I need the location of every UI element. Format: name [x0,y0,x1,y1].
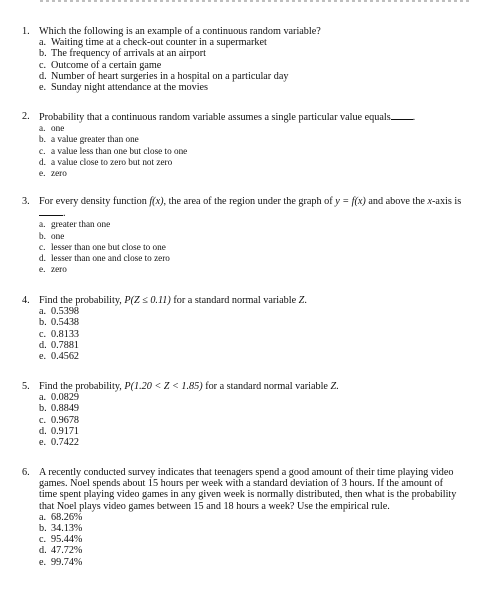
option-letter: a. [39,123,46,134]
option-text: 95.44% [51,534,83,546]
option-text: a value close to zero but not zero [51,156,173,167]
option-letter: c. [39,59,47,71]
option-text: 0.9678 [51,414,80,426]
answer-options [22,392,462,448]
question-3 [22,196,462,275]
option-d [22,426,462,437]
option-text: one [51,230,65,241]
option-c [22,329,462,340]
question-number: 2. [22,111,30,122]
option-text: Waiting time at a check-out counter in a supermarket [51,37,267,49]
question-text [39,295,462,306]
question-text-part: , the area of the region under the graph of [163,196,336,207]
option-letter: b. [39,134,46,145]
option-b [22,403,462,414]
option-a [22,219,462,230]
option-letter: a. [39,392,47,404]
option-letter: c. [39,534,47,546]
option-letter: d. [39,70,47,82]
option-text: Sunday night attendance at the movies [51,82,209,94]
question-text-part: Find the probability, [39,295,125,306]
question-text-part: . [336,381,339,392]
question-4 [22,295,462,362]
option-text: lesser than one and close to zero [51,253,170,264]
answer-options [22,123,462,179]
math-expression: P(Z ≤ 0.11) [124,295,171,306]
question-text-part: . [412,112,416,123]
answer-options [22,512,462,568]
option-c [22,60,462,71]
option-text: 47.72% [51,545,83,557]
option-text: Outcome of a certain game [51,59,162,71]
option-a [22,392,462,403]
option-a [22,512,462,523]
option-text: 0.5438 [51,317,80,329]
math-expression: y = f(x) [335,196,366,207]
question-4-stem [22,295,462,306]
option-d [22,71,462,82]
option-text: 0.7422 [51,437,80,449]
question-2 [22,111,462,179]
question-text-part: -axis is [432,196,462,207]
option-text: lesser than one but close to one [51,241,166,252]
answer-options [22,306,462,362]
option-a [22,37,462,48]
option-letter: d. [39,156,46,167]
option-text: one [51,123,65,134]
option-letter: c. [39,414,47,426]
question-5-stem [22,381,462,392]
option-letter: d. [39,545,47,557]
option-letter: e. [39,264,46,275]
question-number: 3. [22,196,30,207]
option-b [22,317,462,328]
option-letter: d. [39,253,46,264]
option-c [22,534,462,545]
option-a [22,306,462,317]
math-expression: f(x) [149,196,164,207]
option-letter: e. [39,82,47,94]
option-c [22,242,462,253]
option-d [22,157,462,168]
question-number: 4. [22,295,30,306]
option-text: greater than one [51,219,111,230]
option-letter: d. [39,425,47,437]
question-1-stem [22,26,462,37]
option-text: 0.0829 [51,392,80,404]
option-e [22,437,462,448]
math-variable: x [427,196,433,207]
option-letter: e. [39,556,47,568]
question-text-part: and above the [365,196,428,207]
option-text: zero [51,264,67,275]
option-c [22,146,462,157]
question-text: A recently conducted survey indicates that teenagers spend a good amount of their time playing video games. Noel spends about 15 hours per week with a standard deviation of 3 hours. If the amount of time spent playing video games in any given week is normally distributed, then what is the probability that Noel plays video games between 15 and 18 hours a week? Use the empirical rule. [39,467,457,512]
option-e [22,82,462,93]
option-d [22,545,462,556]
question-6 [22,467,462,568]
option-text: a value less than one but close to one [51,145,188,156]
option-letter: a. [39,37,47,49]
option-c [22,415,462,426]
question-2-stem [22,111,462,123]
question-text [39,111,462,123]
option-text: 34.13% [51,523,83,535]
option-letter: b. [39,317,47,329]
question-1 [22,26,462,93]
answer-blank [39,207,63,216]
option-letter: b. [39,523,47,535]
option-e [22,557,462,568]
option-text: zero [51,168,67,179]
answer-blank [391,111,413,120]
option-text: 0.8849 [51,403,80,415]
cut-off-previous-text [40,0,470,2]
option-b [22,48,462,59]
option-letter: a. [39,219,46,230]
answer-options [22,37,462,93]
option-letter: e. [39,437,47,449]
option-letter: c. [39,328,47,340]
option-letter: d. [39,339,47,351]
option-text: a value greater than one [51,134,139,145]
question-text-part: . [63,208,66,220]
option-d [22,340,462,351]
option-b [22,523,462,534]
option-text: 68.26% [51,511,83,523]
option-e [22,351,462,362]
option-text: 99.74% [51,556,83,568]
answer-options [22,219,462,275]
question-text-part: Probability that a continuous random variable assumes a single particular value equals [39,112,391,123]
option-letter: c. [39,145,46,156]
question-text-part: For every density function [39,196,150,207]
option-letter: a. [39,306,47,318]
option-b [22,231,462,242]
question-number: 1. [22,26,30,37]
option-text: The frequency of arrivals at an airport [51,48,207,60]
option-text: Number of heart surgeries in a hospital on a particular day [51,70,289,82]
math-expression: P(1.20 < Z < 1.85) [124,381,203,392]
option-letter: a. [39,511,47,523]
question-text-part: for a standard normal variable [202,381,331,392]
option-a [22,123,462,134]
question-text [39,196,462,219]
question-text: Which the following is an example of a continuous random variable? [39,26,321,37]
question-5 [22,381,462,448]
option-letter: e. [39,351,47,363]
page-top-edge [0,0,500,6]
option-text: 0.7881 [51,339,80,351]
option-b [22,134,462,145]
option-text: 0.4562 [51,351,80,363]
option-e [22,264,462,275]
math-variable: Z [330,381,337,392]
option-text: 0.9171 [51,425,80,437]
option-d [22,253,462,264]
option-text: 0.5398 [51,306,80,318]
question-number: 5. [22,381,30,392]
question-6-stem [22,467,462,512]
option-letter: b. [39,230,46,241]
option-text: 0.8133 [51,328,80,340]
math-variable: Z [298,295,305,306]
question-number: 6. [22,467,30,478]
option-letter: e. [39,168,46,179]
option-letter: b. [39,403,47,415]
question-3-stem [22,196,462,219]
option-e [22,168,462,179]
question-text-part: . [304,295,307,306]
option-letter: b. [39,48,47,60]
question-text [39,381,462,392]
question-text-part: Find the probability, [39,381,125,392]
option-letter: c. [39,241,46,252]
question-text-part: for a standard normal variable [170,295,299,306]
